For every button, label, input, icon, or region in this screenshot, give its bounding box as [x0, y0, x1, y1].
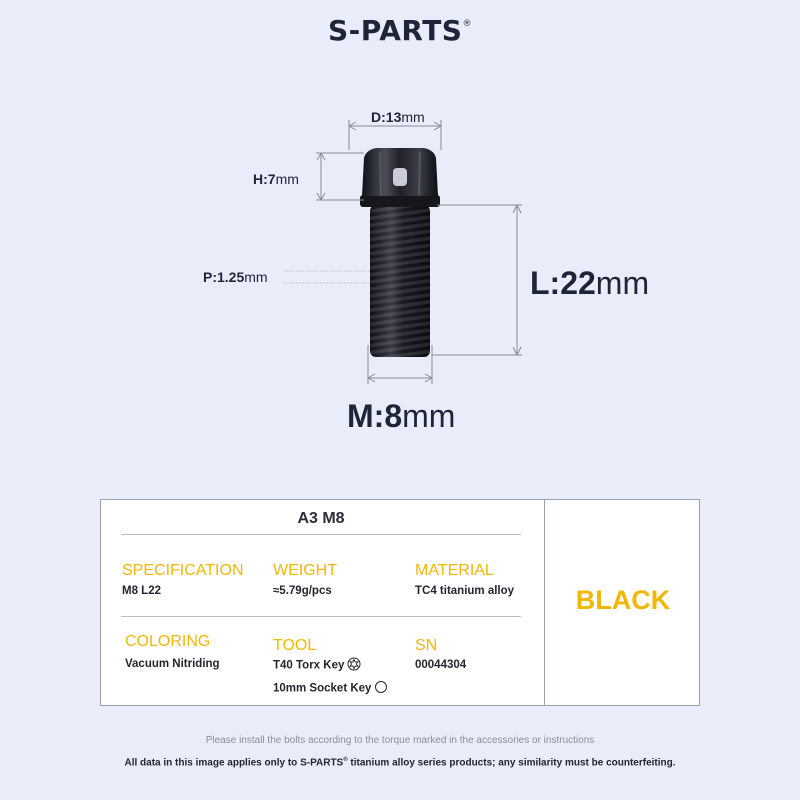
dim-m-label: M:8mm — [347, 398, 456, 434]
sn-value: 00044304 — [415, 659, 467, 671]
tool-value-2-text: 10mm Socket Key — [273, 682, 372, 695]
bolt-head-flute — [380, 152, 381, 195]
torx-icon — [347, 657, 361, 674]
dim-l — [432, 205, 522, 355]
socket-icon — [374, 680, 388, 697]
spec-card — [100, 499, 700, 706]
tool-value-1 — [273, 657, 361, 674]
disclaimer-suffix: titanium alloy series products; any similarity must be counterfeiting. — [347, 757, 676, 769]
brand-name: S-PARTS — [328, 14, 463, 47]
tool-value-1-text: T40 Torx Key — [273, 659, 345, 672]
install-note: Please install the bolts according to the torque marked in the accessories or instructions — [205, 735, 595, 746]
color-name: BLACK — [575, 585, 671, 615]
dim-p-label: P:1.25mm — [203, 269, 268, 285]
bolt-flange — [360, 195, 440, 207]
bolt-illustration — [360, 148, 440, 357]
title-rule — [121, 534, 521, 535]
dim-p — [284, 271, 370, 283]
dim-h — [316, 153, 364, 200]
dim-d-label: D:13mm — [371, 109, 425, 125]
dim-h-label: H:7mm — [253, 171, 299, 187]
weight-value: ≈5.79g/pcs — [273, 585, 332, 597]
tool-label: TOOL — [273, 637, 317, 654]
dim-l-label: L:22mm — [530, 265, 650, 301]
disclaimer — [0, 757, 800, 768]
disclaimer-mark: ® — [343, 757, 348, 763]
specification-label: SPECIFICATION — [122, 562, 244, 579]
coloring-value: Vacuum Nitriding — [125, 658, 220, 670]
specification-value: M8 L22 — [122, 585, 161, 597]
bolt-threads — [370, 205, 430, 357]
model-title: A3 M8 — [297, 510, 345, 527]
brand-registered-mark: ® — [462, 18, 472, 29]
tool-value-2 — [273, 680, 388, 697]
material-label: MATERIAL — [415, 562, 494, 579]
bolt-head-hole — [393, 168, 407, 186]
row-rule — [121, 616, 521, 617]
coloring-label: COLORING — [125, 633, 211, 650]
weight-label: WEIGHT — [273, 562, 337, 579]
disclaimer-prefix: All data in this image applies only to S-PARTS — [124, 757, 344, 769]
material-value: TC4 titanium alloy — [415, 585, 515, 597]
sn-label: SN — [415, 637, 438, 654]
bolt-head-flute — [419, 152, 420, 195]
